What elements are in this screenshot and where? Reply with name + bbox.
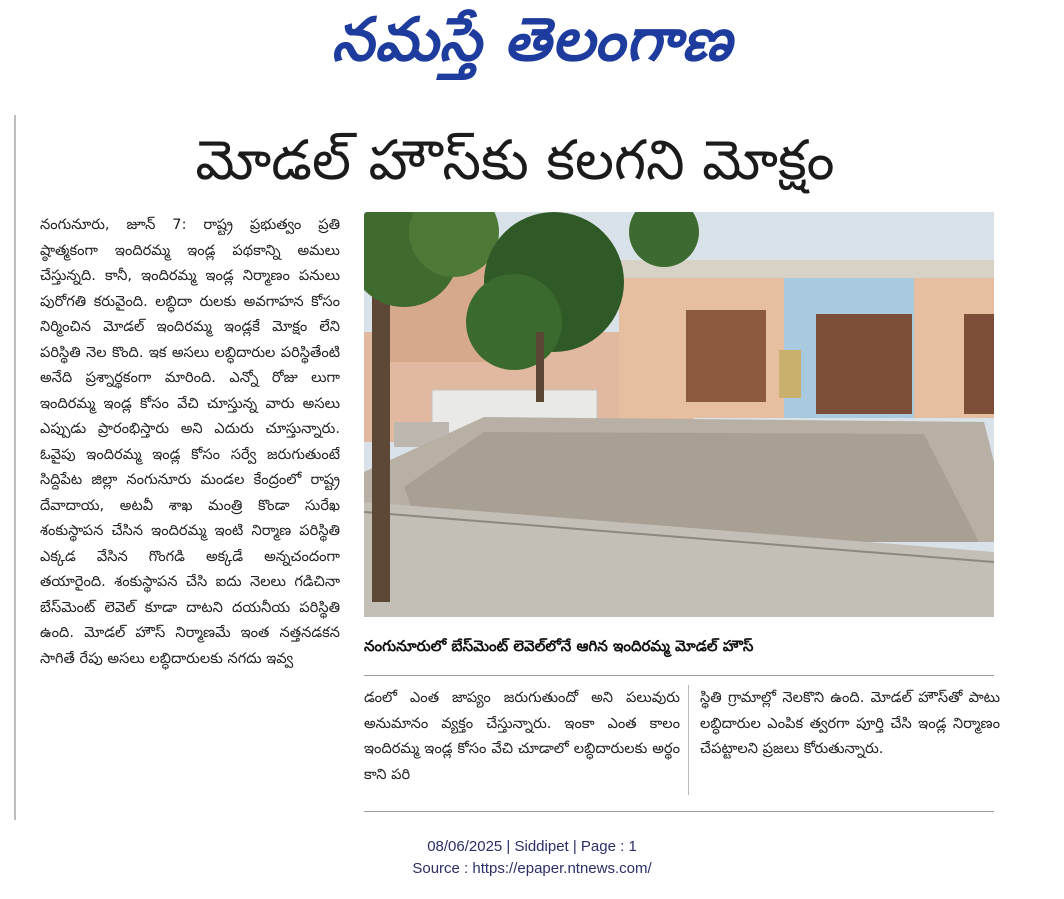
article-column-middle [364,685,680,787]
column-divider [688,685,689,795]
footer-date-edition: 08/06/2025 | Siddipet | Page : 1 [427,838,637,855]
article-photo [364,212,994,617]
masthead-logo: నమస్తే తెలంగాణ [331,5,733,75]
article-bottom-divider [364,811,994,812]
article-text-middle: డంలో ఎంత జాప్యం జరుగుతుందో అని పలువురు అనుమానం వ్యక్తం చేస్తున్నారు. ఇంకా ఎంత కాలం ఇందిరమ్మ ఇండ్ల కోసం వేచి చూడాలో లబ్ధిదారులకు అర్థం కాని పరి [364,689,680,783]
article-text-right: స్థితి గ్రామాల్లో నెలకొని ఉంది. మోడల్ హౌస్‌తో పాటు లబ్ధిదారుల ఎంపిక త్వరగా పూర్తి చేసి ఇండ్ల నిర్మాణం చేపట్టాలని ప్రజలు కోరుతున్నారు. [700,689,1000,757]
caption-divider [364,675,994,676]
headline: మోడల్ హౌస్‌కు కలగని మోక్షం [195,128,835,192]
footer-source-link[interactable]: Source : https://epaper.ntnews.com/ [412,860,652,877]
article-column-right [700,685,1000,762]
article-text-left: నంగునూరు, జూన్ 7: రాష్ట్ర ప్రభుత్వం ప్రతి ష్ఠాత్మకంగా ఇందిరమ్మ ఇండ్ల పథకాన్ని అమలు చేస్తున్నది. కానీ, ఇందిరమ్మ ఇండ్ల నిర్మాణం పనులు పురోగతి కరువైంది. లబ్ధిదా రులకు అవగాహన కోసం నిర్మించిన మోడల్ ఇందిరమ్మ ఇండ్లకే మోక్షం లేని పరిస్థితి నెల కొంది. ఇక అసలు లబ్ధిదారుల పరిస్థితేంటి అనేది ప్రశ్నార్థకంగా మారింది. ఎన్నో రోజు లుగా ఇందిరమ్మ ఇండ్ల కోసం వేచి చూస్తున్న వారు అసలు ఎప్పుడు ప్రారంభిస్తారు అని ఎదురు చూస్తున్నారు. ఓవైపు ఇందిరమ్మ ఇండ్ల కోసం సర్వే జరుగుతుంటే సిద్దిపేట జిల్లా నంగునూరు మండల కేంద్రంలో రాష్ట్ర దేవాదాయ, అటవీ శాఖ మంత్రి కొండా సురేఖ శంకుస్థాపన చేసిన ఇందిరమ్మ ఇంటి నిర్మాణ పరిస్థితి ఎక్కడ వేసిన గొంగడి అక్కడే అన్నచందంగా తయారైంది. శంకుస్థాపన చేసి ఐదు నెలలు గడిచినా బేస్‌మెంట్ లెవెల్ కూడా దాటని దయనీయ పరిస్థితి ఉంది. మోడల్ హౌస్ నిర్మాణమే ఇంత నత్తనడకన సాగితే రేపు అసలు లబ్ధిదారులకు నగదు ఇవ్వ [40,216,340,667]
article-column-left [40,212,340,671]
left-column-rule [14,115,16,820]
photo-caption: నంగునూరులో బేస్‌మెంట్ లెవెల్‌లోనే ఆగిన ఇందిరమ్మ మోడల్ హౌస్ [364,637,754,655]
